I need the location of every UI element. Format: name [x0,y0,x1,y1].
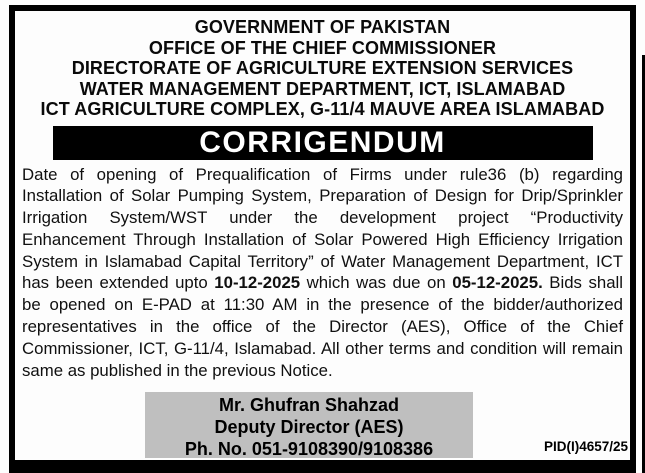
signatory-title: Deputy Director (AES) [214,417,404,437]
header-line-department: WATER MANAGEMENT DEPARTMENT, ICT, ISLAMABAD [79,78,566,99]
header-line-government: GOVERNMENT OF PAKISTAN [194,17,451,37]
body-text-middle: which was due on [300,273,453,293]
signatory-name: Mr. Ghufran Shahzad [218,395,400,415]
corrigendum-banner: CORRIGENDUM [53,126,593,160]
signature-box [145,392,473,458]
notice-header [15,17,630,120]
pid-number: PID(I)4657/25 [543,439,628,454]
extended-date: 10-12-2025 [214,273,301,293]
header-line-complex: ICT AGRICULTURE COMPLEX, G-11/4 MAUVE AREA ISLAMABAD [40,99,605,119]
body-text-closing: Bids shall be opened on E-PAD at 11:30 AM in the presence of the bidder/authorized representatives in the office of the Director (AES), Office of the Chief Commissioner, ICT, G-11/4, Islamabad. All other terms and condition will remain same as published in the previous Notice. [22,273,624,380]
body-text-opening: Date of opening of Prequalification of Firms under rule36 (b) regarding Installation of Solar Pumping System, Preparation of Design for Drip/Sprinkler Irrigation System/WST under the development project “Productivity Enhancement Through Installation of Solar Powered High Efficiency Irrigation System in Islamabad Capital Territory” of Water Management Department, ICT has been extended upto [22,164,623,293]
notice-body-paragraph [22,164,623,382]
header-line-directorate: DIRECTORATE OF AGRICULTURE EXTENSION SERVICES [71,58,574,78]
signatory-phone: Ph. No. 051-9108390/9108386 [184,439,434,459]
due-date: 05-12-2025. [452,273,543,293]
header-line-office: OFFICE OF THE CHIEF COMMISSIONER [148,37,497,58]
